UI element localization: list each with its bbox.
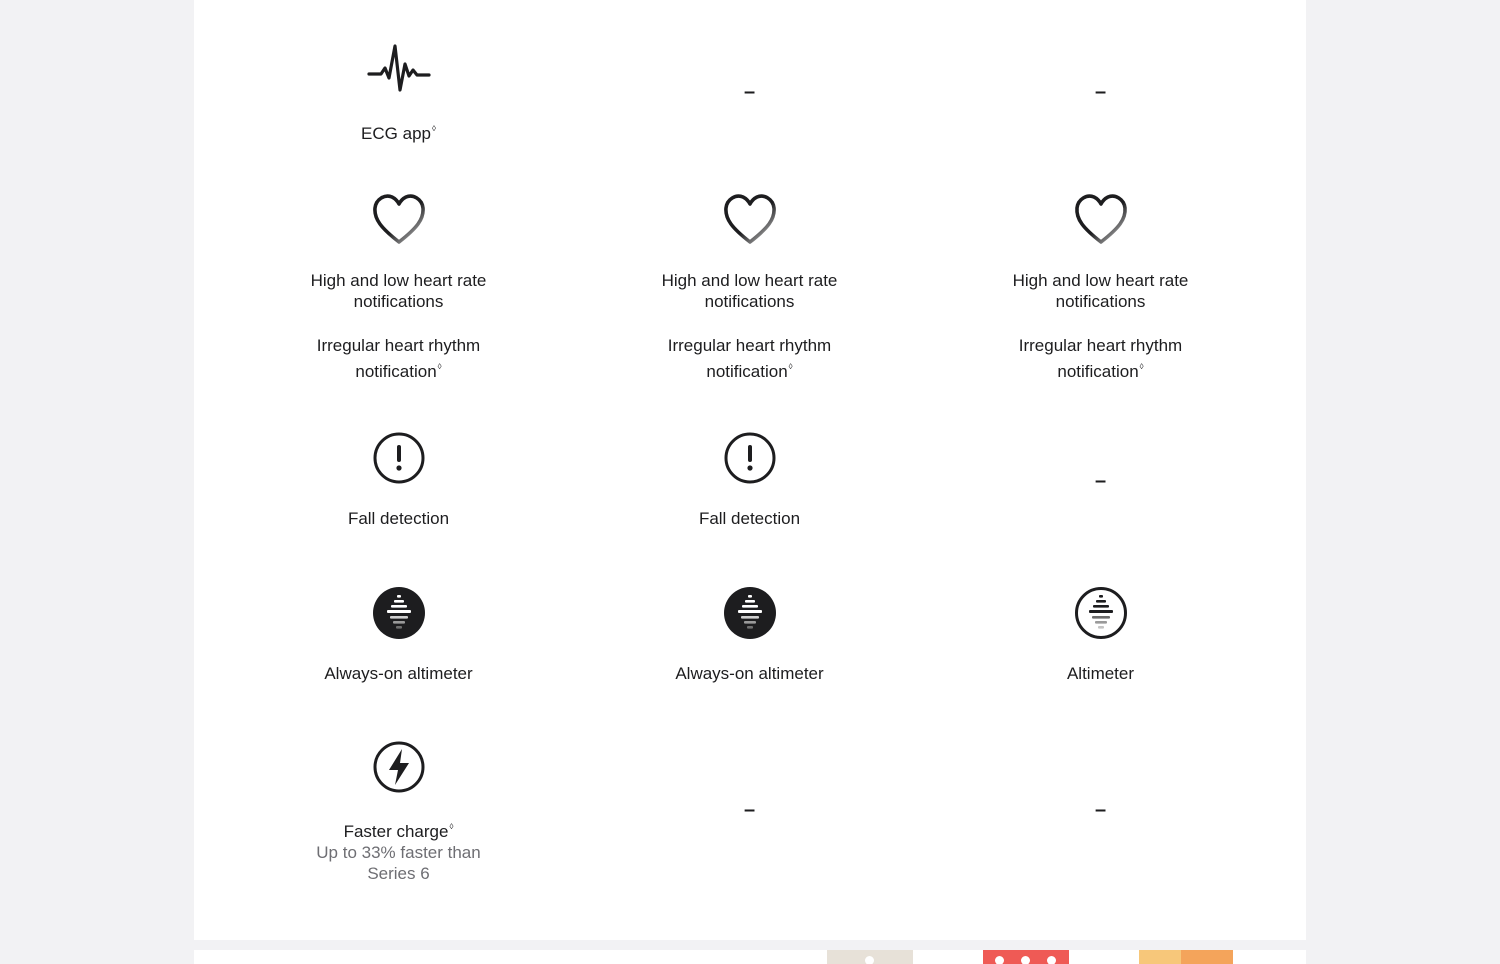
fall-detection-feature [574,431,925,529]
heart-rate-feature [925,192,1276,382]
heart-icon [371,192,427,248]
heart-rate-label-1: High and low heart rate [310,271,487,290]
fall-detection-label: Fall detection [347,509,450,528]
ecg-waveform-icon [367,40,431,96]
faster-charge-detail-1: Up to 33% faster than [316,843,481,862]
next-section-panel [194,950,1306,964]
watch-band-image-beige [827,950,913,964]
faster-charge-feature [223,740,574,884]
heart-icon [1073,192,1129,248]
heart-rate-feature [574,192,925,382]
altimeter-outline-icon [1074,586,1128,640]
irregular-rhythm-label-2: notification◊ [1057,362,1144,381]
heart-rate-label-2: notifications [353,292,444,311]
watch-band-image-red [983,950,1069,964]
fall-detection-feature [223,431,574,529]
ecg-feature [223,40,574,144]
irregular-rhythm-label-2: notification◊ [355,362,442,381]
altimeter-feature [223,586,574,684]
ecg-dash-col3: – [1094,81,1107,103]
heart-rate-label-2: notifications [1055,292,1146,311]
ecg-label: ECG app◊ [361,124,436,143]
altimeter-label: Altimeter [1066,664,1135,683]
altimeter-filled-icon [723,586,777,640]
heart-rate-feature [223,192,574,382]
lightning-bolt-icon [372,740,426,794]
faster-charge-label: Faster charge◊ [343,822,454,841]
irregular-rhythm-label-1: Irregular heart rhythm [1018,336,1183,355]
faster-charge-dash-col2: – [743,799,756,821]
altimeter-feature [925,586,1276,684]
exclamation-circle-icon [723,431,777,485]
altimeter-label: Always-on altimeter [324,664,473,683]
faster-charge-detail-2: Series 6 [367,864,430,883]
exclamation-circle-icon [372,431,426,485]
ecg-dash-col2: – [743,81,756,103]
heart-icon [722,192,778,248]
irregular-rhythm-label-1: Irregular heart rhythm [667,336,832,355]
faster-charge-dash-col3: – [1094,799,1107,821]
heart-rate-label-2: notifications [704,292,795,311]
watch-band-image-orange [1139,950,1233,964]
heart-rate-label-1: High and low heart rate [661,271,838,290]
irregular-rhythm-label-1: Irregular heart rhythm [316,336,481,355]
heart-rate-label-1: High and low heart rate [1012,271,1189,290]
altimeter-feature [574,586,925,684]
fall-detection-dash-col3: – [1094,470,1107,492]
fall-detection-label: Fall detection [698,509,801,528]
altimeter-filled-icon [372,586,426,640]
irregular-rhythm-label-2: notification◊ [706,362,793,381]
altimeter-label: Always-on altimeter [675,664,824,683]
